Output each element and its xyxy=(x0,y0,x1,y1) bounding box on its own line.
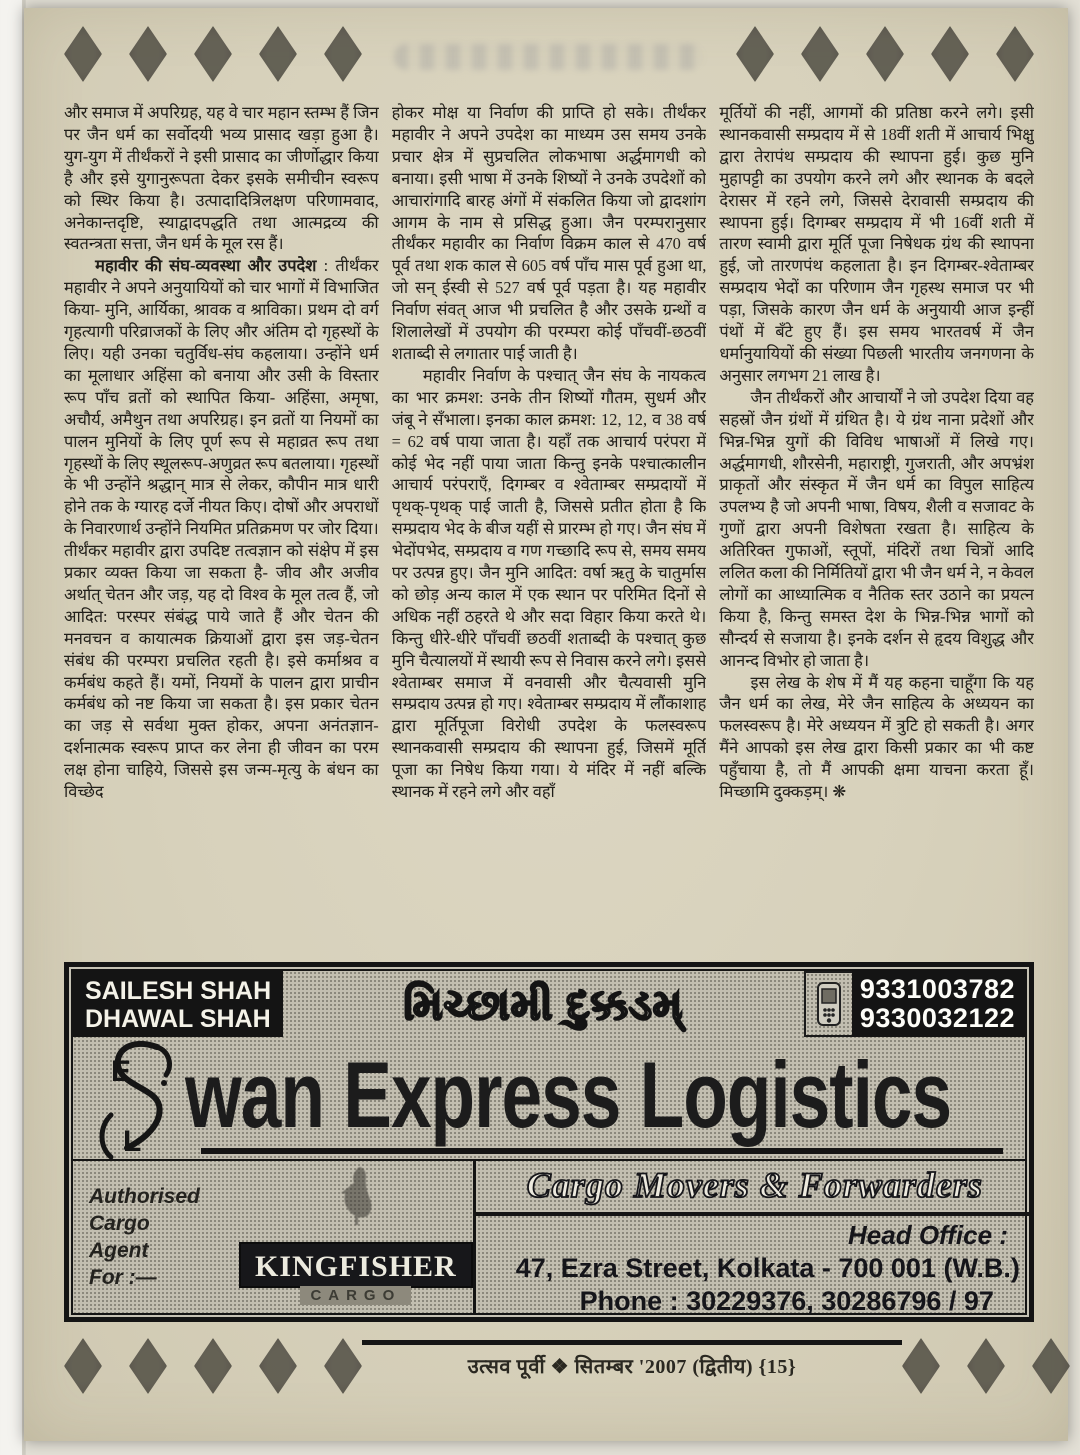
head-office-label: Head Office : xyxy=(848,1220,1008,1250)
agent-names-box xyxy=(73,971,283,1037)
paragraph: जैन तीर्थंकरों और आचार्यों ने जो उपदेश दिया वह सहस्रों जैन ग्रंथों में ग्रंथित है। ये ग्रंथ नाना प्रदेशों और भिन्न-भिन्न युगों की विविध भाषाओं में लिखे गए। अर्द्धमागधी, शौरसेनी, महाराष्ट्री, गुजराती, और अपभ्रंश प्राकृतों और संस्कृत में जैन धर्म का विपुल साहित्य उपलभ्य है जो अपनी भाषा, विषय, शैली व सजावट के गुणों द्वारा अपनी विशेषता रखता है। साहित्य के अतिरिक्त गुफाओं, स्तूपों, मंदिरों तथा चित्रों आदि ललित कला की निर्मितियों द्वारा भी जैन धर्म ने, न केवल लोगों का आध्यात्मिक व नैतिक स्तर उठाने का प्रयत्न किया है, किन्तु समस्त देश के भिन्न-भिन्न भागों को सौन्दर्य से सजाया है। इनके दर्शन से हृदय विशुद्ध और आनन्द विभोर हो जाता है। xyxy=(719,387,1034,670)
agent-name: SAILESH SHAH xyxy=(85,977,272,1005)
paragraph xyxy=(64,255,379,803)
bottom-decorative-border xyxy=(64,1338,1034,1414)
paragraph: महावीर निर्वाण के पश्चात् जैन संघ के नायकत्व का भार क्रमश: उनके तीन शिष्यों गौतम, सुधर्म और जंबू ने सँभाला। इनका काल क्रमश: 12, 12, व 38 वर्ष = 62 वर्ष पाया जाता है। यहाँ तक आचार्य परंपरा में कोई भेद नहीं पाया जाता किन्तु इनके पश्चात्कालीन आचार्य परंपराएँ, दिगम्बर व श्वेताम्बर सम्प्रदायों में पृथक्-पृथक् पाई जाती है, जिससे प्रतीत होता है कि सम्प्रदाय भेद के बीज यहीं से प्रारम्भ हो गए। जैन संघ में भेदोंपभेद, सम्प्रदाय व गण गच्छादि रूप से, समय समय पर उत्पन्न हुए। जैन मुनि आदित: वर्षा ऋतु के चातुर्मास को छोड़ अन्य काल में एक स्थान पर परिमित दिनों से अधिक नहीं ठहरते थे और सदा विहार किया करते थे। किन्तु धीरे-धीरे पाँचवीं छठवीं शताब्दी के पश्चात् कुछ मुनि चैत्यालयों में स्थायी रूप से निवास करने लगे। इससे श्वेताम्बर समाज में वनवासी और चैत्यवासी मुनि सम्प्रदाय उत्पन्न हो गए। श्वेताम्बर सम्प्रदाय में लौंकाशाह द्वारा मूर्तिपूजा विरोधी उपदेश के फलस्वरूप स्थानकवासी सम्प्रदाय की स्थापना हुई, जिसमें मूर्ति पूजा का निषेध किया गया। ये मंदिर में नहीं बल्कि स्थानक में रहने लगे और वहाँ xyxy=(391,365,707,802)
mobile-number-1: 9331003782 xyxy=(859,974,1015,1004)
authorised-line: Authorised xyxy=(89,1185,200,1208)
bottom-left-diamonds xyxy=(64,1338,362,1394)
kingfisher-wordmark: KINGFISHER xyxy=(239,1242,473,1288)
diamond-icon xyxy=(931,26,969,82)
footer-rule xyxy=(362,1340,902,1345)
diamond-icon xyxy=(902,1338,940,1394)
ad-tagline: Cargo Movers & Forwarders xyxy=(476,1161,1034,1216)
swan-logo xyxy=(83,1037,191,1159)
kingfisher-cargo-label: CARGO xyxy=(300,1286,411,1305)
diamond-icon xyxy=(801,26,839,82)
diamond-icon xyxy=(736,26,774,82)
top-left-diamonds xyxy=(64,26,362,82)
diamond-icon xyxy=(194,26,232,82)
paragraph-text: : तीर्थंकर महावीर ने अपने अनुयायियों को चार भागों में विभाजित किया- मुनि, आर्यिका, श्रावक व श्राविका। प्रथम दो वर्ग गृहत्यागी परिव्राजकों के लिए और अंतिम दो गृहस्थों के लिए। यही उनका चतुर्विध-संघ कहलाया। उन्होंने धर्म का मूलाधार अहिंसा को बनाया और उसी के विस्तार रूप पाँच व्रतों को स्थापित किया- अहिंसा, अमृषा, अचौर्य, अमैथुन तथा अपरिग्रह। इन व्रतों या नियमों का पालन मुनियों के लिए पूर्ण रूप से महाव्रत रूप तथा गृहस्थों के लिए स्थूलरूप-अणुव्रत रूप बतलाया। गृहस्थों के भी उन्होंने श्रद्धान् मात्र से लेकर, कौपीन मात्र धारी होने तक के ग्यारह दर्जे नीयत किए। दोषों और अपराधों के निवारणार्थ उन्होंने नियमित प्रतिक्रमण पर जोर दिया। तीर्थंकर महावीर द्वारा उपदिष्ट तत्वज्ञान को संक्षेप में इस प्रकार व्यक्त किया जा सकता है- जीव और अजीव अर्थात् चेतन और जड़, यह दो विश्व के मूल तत्व हैं, जो आदित: परस्पर संबंद्ध पाये जाते हैं और चेतन की मनवचन व कायात्मक क्रियाओं द्वारा इस जड़-चेतन संबंध की परम्परा प्रचलित रहती है। इसे कर्माश्रव व कर्मबंध कहते हैं। यमों, नियमों के पालन द्वारा प्राचीन कर्मबंध को नष्ट किया जा सकता है। इस प्रकार चेतन का जड़ से सर्वथा मुक्त होकर, अपना अनंतज्ञान-दर्शनात्मक स्वरूप प्राप्त कर लेना ही जीवन का परम लक्ष होना चाहिये, जिससे इस जन्म-मृत्यु के बंधन का विच्छेद xyxy=(64,256,379,802)
diamond-icon xyxy=(967,1338,1005,1394)
ad-lower-row xyxy=(73,1159,1025,1316)
article-body xyxy=(64,102,1034,954)
article-column-3 xyxy=(719,102,1034,954)
paragraph: और समाज में अपरिग्रह, यह वे चार महान स्तम्भ हैं जिन पर जैन धर्म का सर्वोदयी भव्य प्रासाद खड़ा हुआ है। युग-युग में तीर्थंकरों ने इसी प्रासाद का जीर्णोद्धार किया है और इसे युगानुरूपता देकर इसके समीचीन स्वरूप को स्थिर किया है। उत्पादादित्रिलक्षण परिणामवाद, अनेकान्तदृष्टि, स्याद्वादपद्धति तथा आत्मद्रव्य की स्वतन्त्रता सत्ता, जैन धर्म के मूल रस हैं। xyxy=(64,103,379,254)
advertisement-inner xyxy=(71,969,1027,1315)
diamond-icon xyxy=(64,26,102,82)
ad-phone-line: Phone : 30229376, 30286796 / 97 xyxy=(579,1286,994,1316)
mobile-numbers-block xyxy=(804,971,1025,1037)
bottom-right-diamonds xyxy=(902,1338,1080,1394)
mobile-phone-icon xyxy=(804,971,852,1037)
ad-header-row xyxy=(73,971,1025,1037)
diamond-icon xyxy=(259,1338,297,1394)
diamond-icon xyxy=(64,1338,102,1394)
top-right-diamonds xyxy=(736,26,1034,82)
gujarati-greeting: મિચ્છામી દુક્કડમ્ xyxy=(403,980,684,1028)
mobile-numbers xyxy=(852,971,1025,1037)
magazine-page xyxy=(24,8,1068,1441)
brand-underline xyxy=(201,1148,1003,1154)
paragraph: होकर मोक्ष या निर्वाण की प्राप्ति हो सके। तीर्थंकर महावीर ने अपने उपदेश का माध्यम उस समय उनके प्रचार क्षेत्र में सुप्रचलित लोकभाषा अर्द्धमागधी को बनाया। इसी भाषा में उनके शिष्यों ने उनके उपदेशों को आचारांगादि बारह अंगों में संकलित किया जो द्वादशांग आगम के नाम से प्रसिद्ध हुआ। जैन परम्परानुसार तीर्थंकर महावीर का निर्वाण विक्रम काल से 470 वर्ष पूर्व तथा शक काल से 605 वर्ष पाँच मास पूर्व हुआ था, जो सन् ईस्वी से 527 वर्ष पूर्व पड़ता है। यह महावीर निर्वाण संवत् आज भी प्रचलित है और उसके ग्रन्थों व शिलालेखों में उपयोग की परम्परा कोई पाँचवीं-छठवीं शताब्दी से लगातार पाई जाती है। xyxy=(391,103,707,363)
authorised-line: For :— xyxy=(89,1266,157,1289)
brand-name: wan Express Logistics xyxy=(185,1043,952,1148)
paragraph: इस लेख के शेष में मैं यह कहना चाहूँगा कि यह जैन धर्म का लेख, मेरे जैन साहित्य के अध्ययन का फलस्वरूप है। मेरे अध्ययन में त्रुटि हो सकती है। अगर मैंने आपको इस लेख द्वारा किसी प्रकार का भी कष्ट पहुँचाया है, तो मैं आपकी क्षमा याचना करता हूँ। मिच्छामि दुक्कड़म्। ❋ xyxy=(719,672,1034,802)
svg-text:L: L xyxy=(123,1125,142,1158)
diamond-icon xyxy=(1032,1338,1070,1394)
svg-text:E: E xyxy=(111,1055,132,1088)
mobile-number-2: 9330032122 xyxy=(859,1003,1015,1033)
authorised-line: Cargo xyxy=(89,1212,150,1235)
kingfisher-bird-image xyxy=(321,1163,391,1227)
diamond-icon xyxy=(324,26,362,82)
authorised-line: Agent xyxy=(89,1239,149,1262)
footer-text: उत्सव पूर्वी ❖ सितम्बर '2007 (द्वितीय) {15} xyxy=(467,1356,797,1378)
advertisement-swan-express xyxy=(64,962,1034,1322)
diamond-icon xyxy=(324,1338,362,1394)
authorised-agent-text xyxy=(73,1161,239,1313)
diamond-icon xyxy=(129,26,167,82)
diamond-icon xyxy=(129,1338,167,1394)
paragraph: मूर्तियों की नहीं, आगमों की प्रतिष्ठा करने लगे। इसी स्थानकवासी सम्प्रदाय में से 18वीं शती में आचार्य भिक्षु द्वारा तेरापंथ सम्प्रदाय की स्थापना हुई। कुछ मुनि मुहापट्टी का उपयोग करने लगे और स्थानक के बदले देरासर में रहने लगे, जिससे देरावासी सम्प्रदाय की स्थापना हुई। दिगम्बर सम्प्रदाय में भी 16वीं शती में तारण स्वामी द्वारा मूर्ति पूजा निषेधक ग्रंथ की स्थापना हुई, जो तारणपंथ कहलाता है। इन दिगम्बर-श्वेताम्बर सम्प्रदाय भेदों का परिणाम जैन गृहस्थ समाज पर भी पड़ा, जिसके कारण जैन धर्म के अनुयायी आज इन्हीं पंथों में बँटे हुए हैं। इस समय भारतवर्ष में जैन धर्मानुयायियों की संख्या पिछली भारतीय जनगणना के अनुसार लगभग 21 लाख है। xyxy=(719,103,1034,385)
ad-lower-right xyxy=(476,1161,1034,1316)
brand-row xyxy=(73,1037,1025,1159)
ad-lower-left xyxy=(73,1161,476,1313)
section-heading: महावीर की संघ-व्यवस्था और उपदेश xyxy=(95,256,317,276)
diamond-icon xyxy=(866,26,904,82)
kingfisher-logo-block xyxy=(239,1161,473,1313)
page-footer xyxy=(362,1338,902,1379)
top-decorative-border xyxy=(64,22,1034,86)
article-column-1 xyxy=(64,102,379,954)
agent-name: DHAWAL SHAH xyxy=(85,1005,271,1033)
ink-bleed-smudge xyxy=(394,44,704,70)
article-column-2 xyxy=(392,102,707,954)
diamond-icon xyxy=(194,1338,232,1394)
ad-address: 47, Ezra Street, Kolkata - 700 001 (W.B.) xyxy=(515,1253,1020,1283)
diamond-icon xyxy=(996,26,1034,82)
diamond-icon xyxy=(259,26,297,82)
